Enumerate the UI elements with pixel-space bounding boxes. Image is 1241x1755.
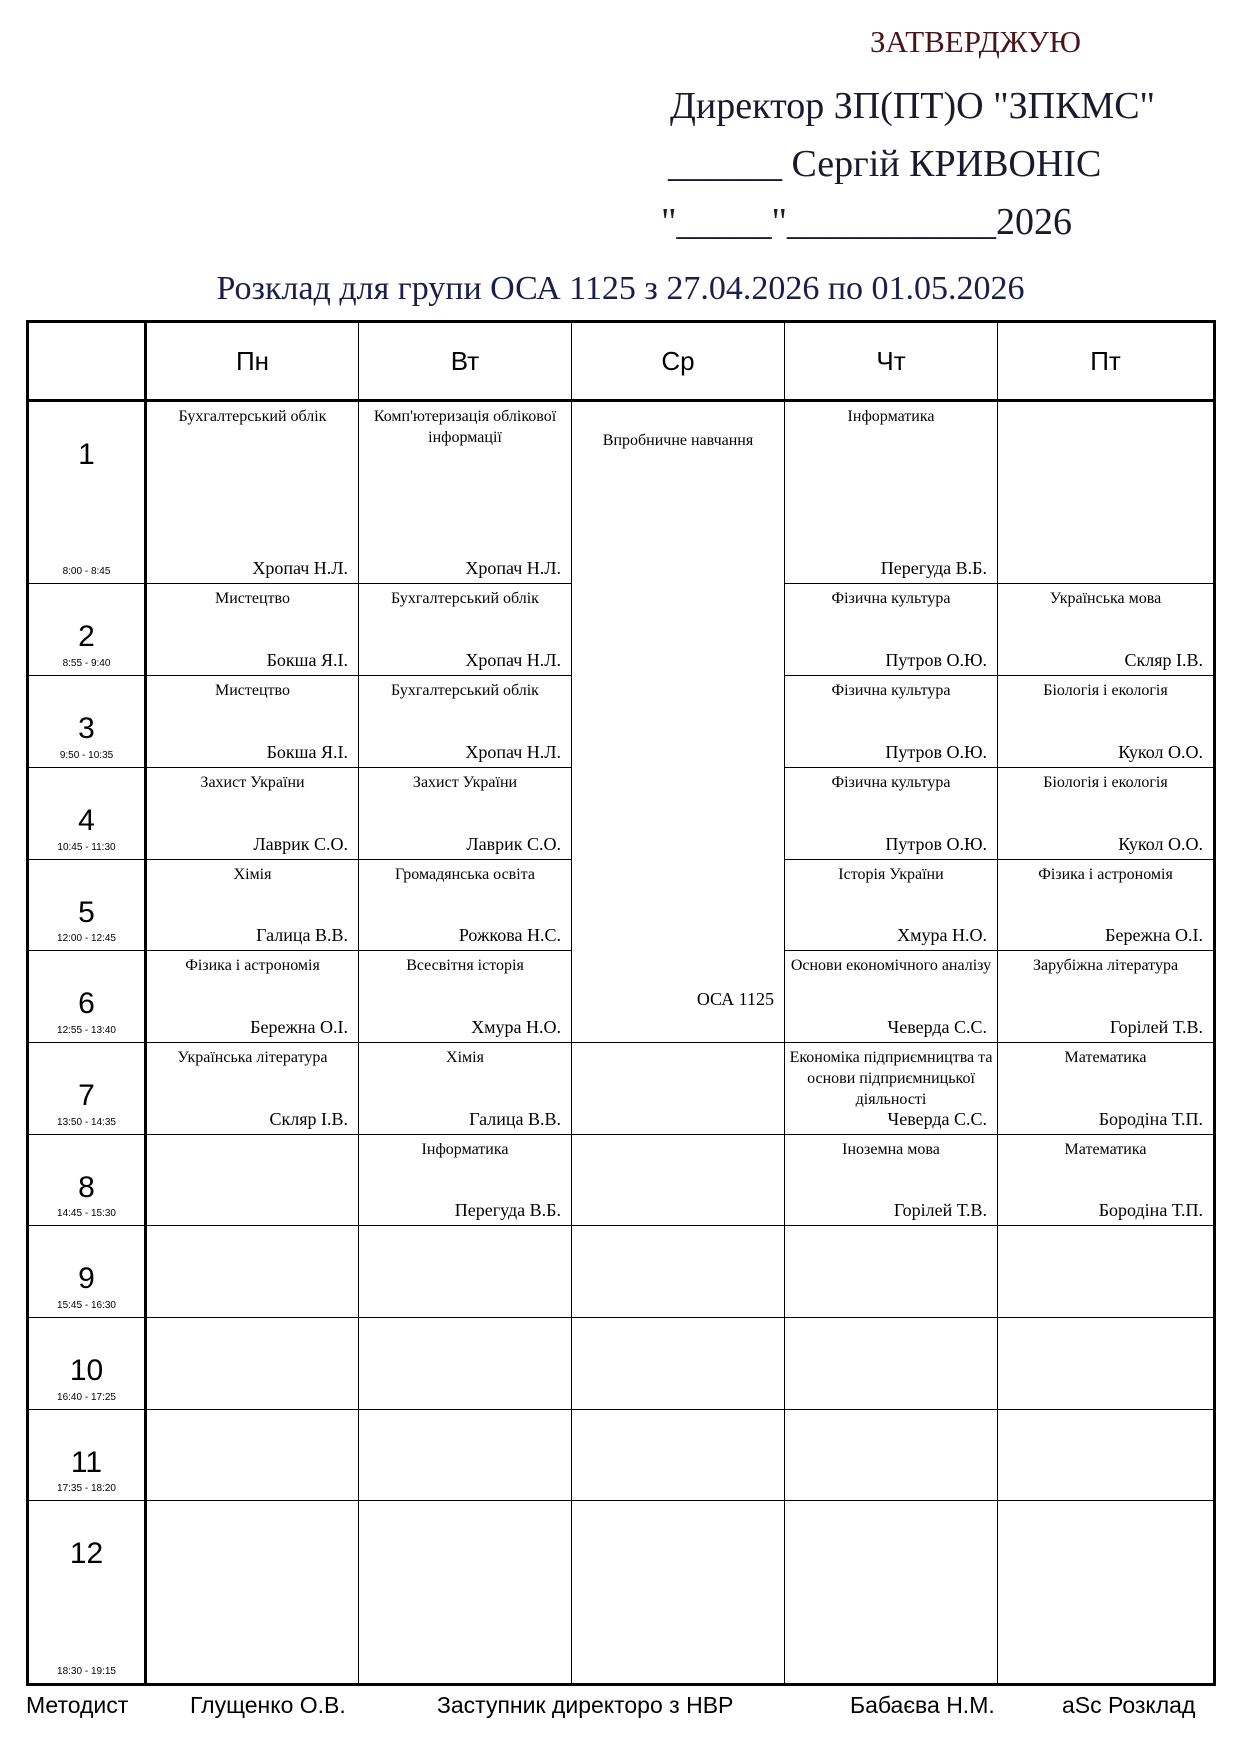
period-row [28, 1226, 1215, 1318]
lesson-cell-empty [785, 1501, 998, 1685]
date-line: "_____"___________2026 [661, 201, 1073, 243]
lesson-cell-empty [572, 1226, 785, 1318]
lesson-teacher: Бокша Я.І. [266, 741, 348, 762]
director-line: Директор ЗП(ПТ)О "ЗПКМС" [670, 85, 1156, 127]
period-time: 15:45 - 16:30 [57, 1300, 116, 1312]
lesson-cell-wed-practice [572, 401, 785, 1043]
lesson-teacher: Лаврик С.О. [466, 833, 561, 854]
lesson-subject: Комп'ютеризація облікової інформації [373, 408, 557, 446]
period-time: 9:50 - 10:35 [59, 749, 114, 761]
period-row [28, 1134, 1215, 1226]
period-cell [28, 1501, 146, 1685]
lesson-cell-mon [146, 676, 359, 768]
lesson-teacher: Перегуда В.Б. [880, 558, 987, 579]
lesson-subject: Математика [1064, 1140, 1147, 1158]
period-number: 4 [78, 803, 95, 837]
period-time: 8:55 - 9:40 [62, 658, 111, 670]
lesson-cell-empty [998, 1226, 1215, 1318]
lesson-teacher: Хропач Н.Л. [465, 558, 561, 579]
lesson-subject: Фізична культура [831, 590, 951, 608]
lesson-subject: Біологія і екологія [1043, 773, 1168, 791]
lesson-teacher: Чеверда С.С. [887, 1016, 987, 1037]
period-cell [28, 767, 146, 859]
lesson-teacher: Рожкова Н.С. [458, 925, 561, 946]
lesson-cell-mon [146, 1042, 359, 1134]
period-time: 14:45 - 15:30 [57, 1208, 116, 1220]
lesson-cell-empty [998, 1501, 1215, 1685]
lesson-cell-fri [998, 676, 1215, 768]
period-time: 12:00 - 12:45 [57, 933, 116, 945]
lesson-subject: Бухгалтерський облік [391, 682, 539, 700]
period-time: 13:50 - 14:35 [57, 1116, 116, 1128]
lesson-cell-tue [359, 401, 572, 584]
lesson-cell-tue [359, 1134, 572, 1226]
lesson-subject: Українська мова [1049, 590, 1162, 608]
lesson-cell-fri-empty [998, 401, 1215, 584]
lesson-cell-mon [146, 401, 359, 584]
period-cell [28, 859, 146, 951]
period-number: 11 [70, 1445, 103, 1479]
period-time: 8:00 - 8:45 [62, 566, 111, 578]
lesson-teacher: Горілей Т.В. [1109, 1016, 1203, 1037]
lesson-cell-mon [146, 767, 359, 859]
period-number: 7 [78, 1078, 95, 1112]
lesson-cell-fri [998, 1042, 1215, 1134]
day-header-tue: Вт [359, 322, 572, 401]
lesson-teacher: Кукол О.О. [1118, 833, 1203, 854]
lesson-subject: Бухгалтерський облік [178, 408, 327, 425]
period-time: 16:40 - 17:25 [57, 1391, 116, 1403]
period-cell [28, 1318, 146, 1410]
lesson-subject: Захист України [200, 773, 305, 791]
lesson-teacher: Горілей Т.В. [893, 1200, 987, 1221]
period-cell [28, 1042, 146, 1134]
lesson-teacher: Путров О.Ю. [885, 833, 987, 854]
lesson-subject: Інформатика [847, 408, 935, 425]
lesson-cell-empty [359, 1318, 572, 1410]
day-header-mon: Пн [146, 322, 359, 401]
day-header-wed: Ср [572, 322, 785, 401]
lesson-teacher: Путров О.Ю. [885, 650, 987, 671]
lesson-cell-empty [146, 1501, 359, 1685]
practice-subject: Впробничне навчання [602, 432, 754, 449]
lesson-cell-empty [998, 1409, 1215, 1501]
period-cell [28, 951, 146, 1043]
lesson-teacher: Бережна О.І. [1105, 925, 1203, 946]
period-cell [28, 1409, 146, 1501]
lesson-subject: Інформатика [421, 1140, 509, 1158]
lesson-cell-empty [785, 1318, 998, 1410]
lesson-cell-empty [785, 1226, 998, 1318]
period-number: 10 [69, 1354, 104, 1388]
lesson-subject: Фізична культура [831, 682, 951, 700]
period-number: 2 [78, 620, 95, 654]
lesson-subject: Мистецтво [215, 682, 290, 700]
lesson-teacher: Бородіна Т.П. [1098, 1108, 1203, 1129]
lesson-cell-empty [572, 1318, 785, 1410]
lesson-cell-thu [785, 401, 998, 584]
signature-line: ______ Сергій КРИВОНІС [668, 143, 1102, 185]
period-number: 6 [78, 987, 95, 1021]
lesson-cell-empty [572, 1501, 785, 1685]
lesson-cell-wed-empty [572, 1042, 785, 1134]
lesson-cell-mon-empty [146, 1134, 359, 1226]
lesson-teacher: Перегуда В.Б. [454, 1200, 561, 1221]
lesson-cell-mon [146, 584, 359, 676]
lesson-teacher: Скляр І.В. [1124, 650, 1203, 671]
lesson-subject: Хімія [233, 865, 272, 883]
period-cell [28, 1134, 146, 1226]
day-header-fri: Пт [998, 322, 1215, 401]
period-time: 17:35 - 18:20 [57, 1483, 116, 1495]
period-cell [28, 676, 146, 768]
lesson-subject: Бухгалтерський облік [391, 590, 539, 608]
period-number: 12 [69, 1537, 104, 1571]
day-header-thu: Чт [785, 322, 998, 401]
footer-methodist-name: Глущенко О.В. [190, 1692, 346, 1718]
lesson-subject: Зарубіжна література [1032, 957, 1179, 975]
practice-group: ОСА 1125 [696, 988, 774, 1009]
period-cell [28, 1226, 146, 1318]
lesson-teacher: Хмура Н.О. [471, 1016, 561, 1037]
lesson-cell-tue [359, 676, 572, 768]
lesson-teacher: Хмура Н.О. [897, 925, 987, 946]
period-row [28, 401, 1215, 584]
lesson-teacher: Бородіна Т.П. [1098, 1200, 1203, 1221]
lesson-subject: Всесвітня історія [406, 957, 524, 975]
lesson-cell-thu [785, 951, 998, 1043]
lesson-subject: Фізична культура [831, 773, 951, 791]
lesson-cell-empty [572, 1409, 785, 1501]
period-cell [28, 401, 146, 584]
lesson-teacher: Галица В.В. [256, 925, 348, 946]
lesson-subject: Захист України [412, 773, 518, 791]
lesson-teacher: Чеверда С.С. [887, 1108, 987, 1129]
lesson-subject: Основи економічного аналізу [790, 957, 992, 975]
lesson-cell-tue [359, 951, 572, 1043]
footer-software: aSc Розклад [1062, 1692, 1196, 1718]
lesson-subject: Математика [1064, 1048, 1147, 1066]
lesson-teacher: Бокша Я.І. [266, 650, 348, 671]
lesson-cell-tue [359, 859, 572, 951]
period-number: 5 [78, 895, 95, 929]
period-row [28, 1042, 1215, 1134]
lesson-cell-empty [146, 1409, 359, 1501]
lesson-cell-tue [359, 1042, 572, 1134]
footer-deputy-label: Заступник директоро з НВР [437, 1692, 734, 1718]
lesson-cell-thu [785, 584, 998, 676]
approve-word: ЗАТВЕРДЖУЮ [870, 24, 1081, 59]
lesson-teacher: Скляр І.В. [269, 1108, 348, 1129]
lesson-cell-empty [359, 1409, 572, 1501]
lesson-teacher: Хропач Н.Л. [465, 741, 561, 762]
lesson-subject: Хімія [446, 1048, 484, 1066]
lesson-cell-fri [998, 584, 1215, 676]
lesson-cell-empty [998, 1318, 1215, 1410]
period-time: 10:45 - 11:30 [57, 841, 116, 853]
footer-deputy-name: Бабаєва Н.М. [850, 1692, 995, 1718]
period-number: 9 [78, 1262, 95, 1296]
period-time: 12:55 - 13:40 [57, 1024, 116, 1036]
lesson-cell-tue [359, 767, 572, 859]
lesson-subject: Економіка підприємництва та основи підприємницької діяльності [789, 1048, 993, 1108]
lesson-cell-fri [998, 767, 1215, 859]
corner-cell [28, 322, 146, 401]
lesson-subject: Громадянська освіта [395, 865, 535, 883]
period-number: 1 [78, 438, 95, 471]
footer-methodist-label: Методист [26, 1692, 129, 1718]
period-cell [28, 584, 146, 676]
lesson-subject: Українська література [177, 1048, 328, 1066]
period-row [28, 1409, 1215, 1501]
lesson-cell-empty [146, 1226, 359, 1318]
lesson-cell-fri [998, 951, 1215, 1043]
lesson-teacher: Лаврик С.О. [253, 833, 348, 854]
lesson-teacher: Галица В.В. [469, 1108, 561, 1129]
lesson-teacher: Хропач Н.Л. [252, 558, 348, 579]
lesson-teacher: Бережна О.І. [250, 1016, 348, 1037]
lesson-cell-fri [998, 859, 1215, 951]
period-row [28, 1501, 1215, 1685]
lesson-cell-empty [785, 1409, 998, 1501]
lesson-cell-thu [785, 676, 998, 768]
lesson-cell-mon [146, 951, 359, 1043]
lesson-cell-thu [785, 767, 998, 859]
lesson-cell-thu [785, 1042, 998, 1134]
lesson-cell-thu [785, 1134, 998, 1226]
day-header-row [28, 322, 1215, 401]
lesson-cell-empty [146, 1318, 359, 1410]
lesson-subject: Іноземна мова [842, 1140, 940, 1158]
lesson-subject: Фізика і астрономія [1038, 865, 1173, 883]
lesson-subject: Мистецтво [215, 590, 290, 608]
lesson-teacher: Кукол О.О. [1118, 741, 1203, 762]
period-number: 8 [78, 1170, 95, 1204]
lesson-cell-wed-empty [572, 1134, 785, 1226]
schedule-table [26, 320, 1216, 1686]
period-row [28, 1318, 1215, 1410]
schedule-title: Розклад для групи ОСА 1125 з 27.04.2026 по 01.05.2026 [216, 270, 1025, 307]
period-time: 18:30 - 19:15 [57, 1666, 116, 1677]
period-number: 3 [78, 712, 95, 746]
lesson-subject: Біологія і екологія [1043, 682, 1168, 700]
lesson-cell-thu [785, 859, 998, 951]
lesson-cell-fri [998, 1134, 1215, 1226]
lesson-cell-tue [359, 584, 572, 676]
lesson-cell-empty [359, 1501, 572, 1685]
lesson-cell-mon [146, 859, 359, 951]
lesson-teacher: Хропач Н.Л. [465, 650, 561, 671]
lesson-subject: Фізика і астрономія [185, 957, 320, 975]
lesson-cell-empty [359, 1226, 572, 1318]
lesson-subject: Історія України [838, 865, 944, 883]
lesson-teacher: Путров О.Ю. [885, 741, 987, 762]
